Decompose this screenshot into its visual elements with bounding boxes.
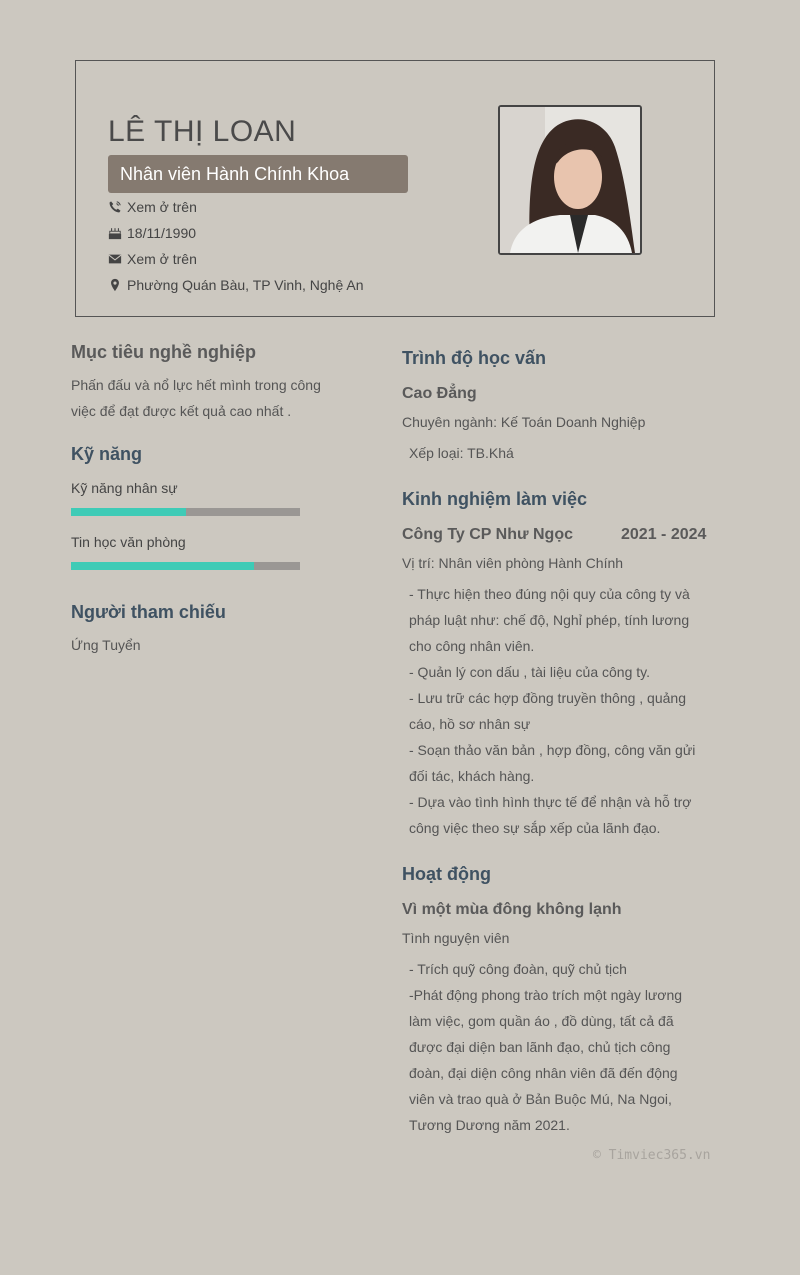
education-grade: Xếp loại: TB.Khá bbox=[409, 445, 514, 461]
career-goal-line-1: Phấn đấu và nổ lực hết mình trong công bbox=[71, 377, 321, 393]
birthday-row bbox=[108, 225, 196, 241]
skill-label: Tin học văn phòng bbox=[71, 534, 186, 550]
experience-line: - Dựa vào tình hình thực tế để nhận và hỗ trợ bbox=[409, 794, 692, 810]
activity-description bbox=[409, 956, 709, 1138]
career-goal-heading: Mục tiêu nghề nghiệp bbox=[71, 342, 256, 362]
job-title: Nhân viên Hành Chính Khoa bbox=[108, 155, 408, 193]
experience-line: cho công nhân viên. bbox=[409, 638, 535, 654]
map-marker-icon bbox=[108, 278, 122, 292]
activity-line: làm việc, gom quần áo , đồ dùng, tất cả đã bbox=[409, 1013, 674, 1029]
experience-position: Vị trí: Nhân viên phòng Hành Chính bbox=[402, 555, 624, 571]
candidate-name: LÊ THỊ LOAN bbox=[108, 115, 297, 148]
experience-line: công việc theo sự sắp xếp của lãnh đạo. bbox=[409, 820, 661, 836]
experience-line: đối tác, khách hàng. bbox=[409, 768, 535, 784]
activity-line: Tương Dương năm 2021. bbox=[409, 1117, 570, 1133]
watermark: © Timviec365.vn bbox=[593, 1148, 711, 1163]
skill-bar bbox=[71, 562, 300, 570]
experience-line: - Thực hiện theo đúng nội quy của công ty và bbox=[409, 586, 690, 602]
experience-line: - Soạn thảo văn bản , hợp đồng, công văn gửi bbox=[409, 742, 696, 758]
career-goal-line-2: việc để đạt được kết quả cao nhất . bbox=[71, 403, 292, 419]
skill-bar bbox=[71, 508, 300, 516]
experience-period: 2021 - 2024 bbox=[621, 526, 707, 543]
experience-line: pháp luật như: chế độ, Nghỉ phép, tính lương bbox=[409, 612, 690, 628]
activity-name: Vì một mùa đông không lạnh bbox=[402, 901, 622, 918]
address-value: Phường Quán Bàu, TP Vinh, Nghệ An bbox=[127, 277, 364, 293]
references-heading: Người tham chiếu bbox=[71, 602, 226, 622]
email-value: Xem ở trên bbox=[127, 251, 197, 267]
activity-line: viên và trao quà ở Bản Buộc Mú, Na Ngoi, bbox=[409, 1091, 672, 1107]
education-school: Cao Đẳng bbox=[402, 385, 477, 402]
phone-icon bbox=[108, 200, 122, 214]
activity-line: đoàn, đại diện công nhân viên đã đến động bbox=[409, 1065, 678, 1081]
activity-role: Tình nguyện viên bbox=[402, 930, 510, 946]
cake-icon bbox=[108, 226, 122, 240]
experience-heading: Kinh nghiệm làm việc bbox=[402, 489, 588, 509]
skill-label: Kỹ năng nhân sự bbox=[71, 480, 178, 496]
header-box bbox=[75, 60, 715, 317]
email-row bbox=[108, 251, 197, 267]
career-goal-text bbox=[71, 372, 331, 424]
experience-line: - Lưu trữ các hợp đồng truyền thông , quảng bbox=[409, 690, 686, 706]
skill-bar-fill bbox=[71, 508, 186, 516]
birthday-value: 18/11/1990 bbox=[127, 225, 197, 241]
phone-value: Xem ở trên bbox=[127, 199, 197, 215]
activity-line: - Trích quỹ công đoàn, quỹ chủ tịch bbox=[409, 961, 627, 977]
activity-line: -Phát động phong trào trích một ngày lương bbox=[409, 987, 683, 1003]
phone-row bbox=[108, 199, 197, 215]
profile-photo bbox=[498, 105, 642, 255]
activities-heading: Hoạt động bbox=[402, 864, 491, 884]
address-row bbox=[108, 277, 364, 293]
envelope-icon bbox=[108, 252, 122, 266]
references-text: Ứng Tuyển bbox=[71, 637, 141, 653]
activity-line: được đại diện ban lãnh đạo, chủ tịch công bbox=[409, 1039, 671, 1055]
experience-description bbox=[409, 581, 709, 841]
experience-line: cáo, hồ sơ nhân sự bbox=[409, 716, 531, 732]
education-heading: Trình độ học vấn bbox=[402, 348, 547, 368]
skills-heading: Kỹ năng bbox=[71, 444, 143, 464]
skill-bar-fill bbox=[71, 562, 254, 570]
education-major: Chuyên ngành: Kế Toán Doanh Nghiệp bbox=[402, 414, 646, 430]
experience-line: - Quản lý con dấu , tài liệu của công ty. bbox=[409, 664, 650, 680]
experience-company: Công Ty CP Như Ngọc bbox=[402, 526, 573, 543]
